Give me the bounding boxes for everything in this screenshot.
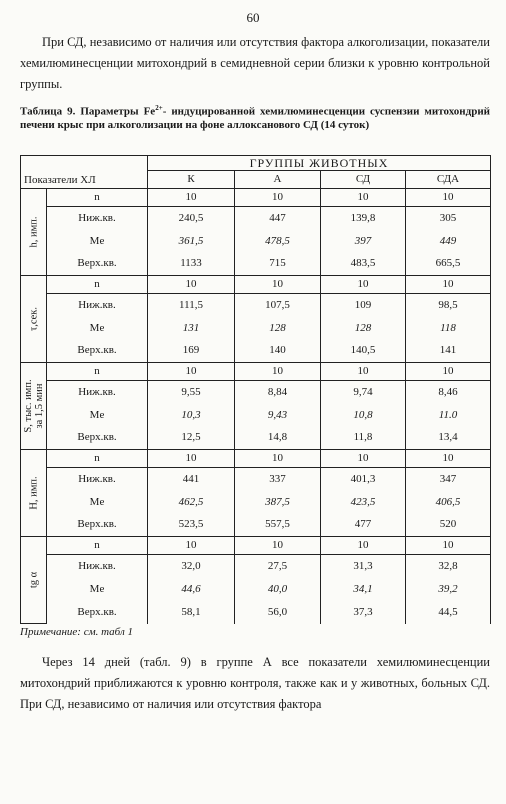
table-cell: 423,5 [321, 491, 406, 514]
table-cell: 10 [235, 363, 321, 381]
page-number: 60 [246, 10, 260, 25]
table-cell: 10 [406, 189, 491, 207]
row-label: Ниж.кв. [47, 207, 148, 230]
paragraph-discussion: Через 14 дней (табл. 9) в группе А все показатели хемилюминесценции митохондрий приближаются к уровню контроля, также как и у животных, больных СД. При СД, независимо от наличия или отсутствия фактора [20, 655, 490, 711]
row-label: Ниж.кв. [47, 468, 148, 491]
table-cell: 10 [235, 276, 321, 294]
table-cell: 8,46 [406, 381, 491, 404]
table-cell: 128 [235, 317, 321, 340]
table-row [21, 450, 491, 468]
row-label: Me [47, 404, 148, 427]
table-cell: 477 [321, 514, 406, 537]
row-label: n [47, 189, 148, 207]
table-cell: 10 [321, 363, 406, 381]
table-cell: 10 [235, 450, 321, 468]
table-cell: 361,5 [148, 230, 235, 253]
row-label: Верх.кв. [47, 340, 148, 363]
section-label-text [23, 379, 45, 432]
table-cell: 8,84 [235, 381, 321, 404]
table-cell: 98,5 [406, 294, 491, 317]
table-cell: 10 [406, 450, 491, 468]
row-label: Ниж.кв. [47, 555, 148, 578]
table-cell: 10 [148, 537, 235, 555]
section-label [21, 189, 47, 276]
table-cell: 109 [321, 294, 406, 317]
table-row [21, 189, 491, 207]
column-header-sda: СДА [406, 171, 491, 189]
row-label: n [47, 537, 148, 555]
table-cell: 139,8 [321, 207, 406, 230]
column-header-a: А [235, 171, 321, 189]
table-row [21, 427, 491, 450]
table-body [21, 189, 491, 624]
table-cell: 347 [406, 468, 491, 491]
table-cell: 441 [148, 468, 235, 491]
table-row [21, 514, 491, 537]
table-row [21, 363, 491, 381]
table-cell: 44,6 [148, 578, 235, 601]
table-cell: 10 [148, 276, 235, 294]
section-label-text: tg α [28, 571, 39, 589]
table-note: Примечание: см. табл 1 [20, 626, 133, 638]
table-cell: 13,4 [406, 427, 491, 450]
table-cell: 10 [406, 276, 491, 294]
table-cell: 10 [321, 537, 406, 555]
row-label: Me [47, 578, 148, 601]
caption-suffix: - индуцированной хемилюминесценции суспензии митохондрий печени крыс при алкоголизации на фоне аллоксанового СД (14 суток) [20, 105, 491, 131]
table-cell: 32,0 [148, 555, 235, 578]
table-cell: 131 [148, 317, 235, 340]
table-row [21, 340, 491, 363]
table-row [21, 276, 491, 294]
table-cell: 1133 [148, 253, 235, 276]
table-cell: 387,5 [235, 491, 321, 514]
table-cell: 40,0 [235, 578, 321, 601]
table-cell: 10 [406, 363, 491, 381]
table-cell: 14,8 [235, 427, 321, 450]
table-cell: 44,5 [406, 601, 491, 624]
caption-superscript: 2+ [155, 104, 163, 112]
table-cell: 10 [321, 189, 406, 207]
table-cell: 665,5 [406, 253, 491, 276]
group-header: ГРУППЫ ЖИВОТНЫХ [148, 156, 491, 171]
table-cell: 10 [321, 276, 406, 294]
table-cell: 9,55 [148, 381, 235, 404]
row-label: Верх.кв. [47, 427, 148, 450]
table-cell: 27,5 [235, 555, 321, 578]
section-label-text: τ,сек. [28, 306, 39, 332]
table-cell: 140,5 [321, 340, 406, 363]
table-row [21, 317, 491, 340]
table-cell: 240,5 [148, 207, 235, 230]
table-cell: 557,5 [235, 514, 321, 537]
table-cell: 39,2 [406, 578, 491, 601]
table-row [21, 230, 491, 253]
table-row [21, 381, 491, 404]
row-label: Ниж.кв. [47, 294, 148, 317]
table-cell: 401,3 [321, 468, 406, 491]
table-cell: 58,1 [148, 601, 235, 624]
table-cell: 337 [235, 468, 321, 491]
table-cell: 520 [406, 514, 491, 537]
table-cell: 10 [148, 189, 235, 207]
table-cell: 10 [321, 450, 406, 468]
indicator-header: Показатели ХЛ [21, 156, 148, 189]
table-row [21, 404, 491, 427]
table-cell: 118 [406, 317, 491, 340]
table-cell: 128 [321, 317, 406, 340]
row-label: n [47, 450, 148, 468]
row-label: Верх.кв. [47, 514, 148, 537]
section-label-text: H, имп. [28, 476, 39, 510]
section-label [21, 450, 47, 537]
row-label: n [47, 276, 148, 294]
table-cell: 11.0 [406, 404, 491, 427]
table-cell: 141 [406, 340, 491, 363]
chemiluminescence-table [20, 155, 491, 624]
table-row [21, 601, 491, 624]
table-row [21, 294, 491, 317]
table-cell: 12,5 [148, 427, 235, 450]
table-cell: 406,5 [406, 491, 491, 514]
table-cell: 305 [406, 207, 491, 230]
table-cell: 462,5 [148, 491, 235, 514]
table-row [21, 491, 491, 514]
section-label [21, 276, 47, 363]
table-row [21, 468, 491, 491]
table-row [21, 253, 491, 276]
table-cell: 10 [406, 537, 491, 555]
row-label: n [47, 363, 148, 381]
row-label: Me [47, 491, 148, 514]
table-cell: 9,74 [321, 381, 406, 404]
column-header-k: К [148, 171, 235, 189]
table-cell: 478,5 [235, 230, 321, 253]
section-label [21, 363, 47, 450]
row-label: Верх.кв. [47, 253, 148, 276]
table-cell: 10 [235, 537, 321, 555]
table-cell: 140 [235, 340, 321, 363]
table-caption [20, 102, 490, 132]
section-label-text: h, имп. [28, 216, 39, 248]
table-cell: 10 [235, 189, 321, 207]
section-label [21, 537, 47, 624]
table-row [21, 537, 491, 555]
table-cell: 10,3 [148, 404, 235, 427]
section-label-line: S, тыс. имп. [22, 379, 34, 433]
table-cell: 10,8 [321, 404, 406, 427]
row-label: Ниж.кв. [47, 381, 148, 404]
column-header-sd: СД [321, 171, 406, 189]
table-cell: 10 [148, 363, 235, 381]
table-row [21, 555, 491, 578]
table-cell: 523,5 [148, 514, 235, 537]
table-cell: 107,5 [235, 294, 321, 317]
table-row [21, 578, 491, 601]
table-cell: 111,5 [148, 294, 235, 317]
table-cell: 32,8 [406, 555, 491, 578]
table-cell: 715 [235, 253, 321, 276]
table-cell: 31,3 [321, 555, 406, 578]
section-label-line: за 1,5 мин [33, 383, 45, 429]
table-cell: 9,43 [235, 404, 321, 427]
table-cell: 34,1 [321, 578, 406, 601]
table-cell: 397 [321, 230, 406, 253]
table-cell: 10 [148, 450, 235, 468]
table-cell: 56,0 [235, 601, 321, 624]
table-cell: 11,8 [321, 427, 406, 450]
table-cell: 483,5 [321, 253, 406, 276]
table-cell: 37,3 [321, 601, 406, 624]
table-cell: 169 [148, 340, 235, 363]
paragraph-intro: При СД, независимо от наличия или отсутствия фактора алкоголизации, показатели хемилюминесценции митохондрий в семидневной серии близки к уровню контрольной группы. [20, 35, 490, 91]
row-label: Me [47, 230, 148, 253]
table-cell: 449 [406, 230, 491, 253]
caption-prefix: Таблица 9. Параметры Fe [20, 105, 156, 118]
table-row [21, 207, 491, 230]
row-label: Верх.кв. [47, 601, 148, 624]
row-label: Me [47, 317, 148, 340]
table-cell: 447 [235, 207, 321, 230]
